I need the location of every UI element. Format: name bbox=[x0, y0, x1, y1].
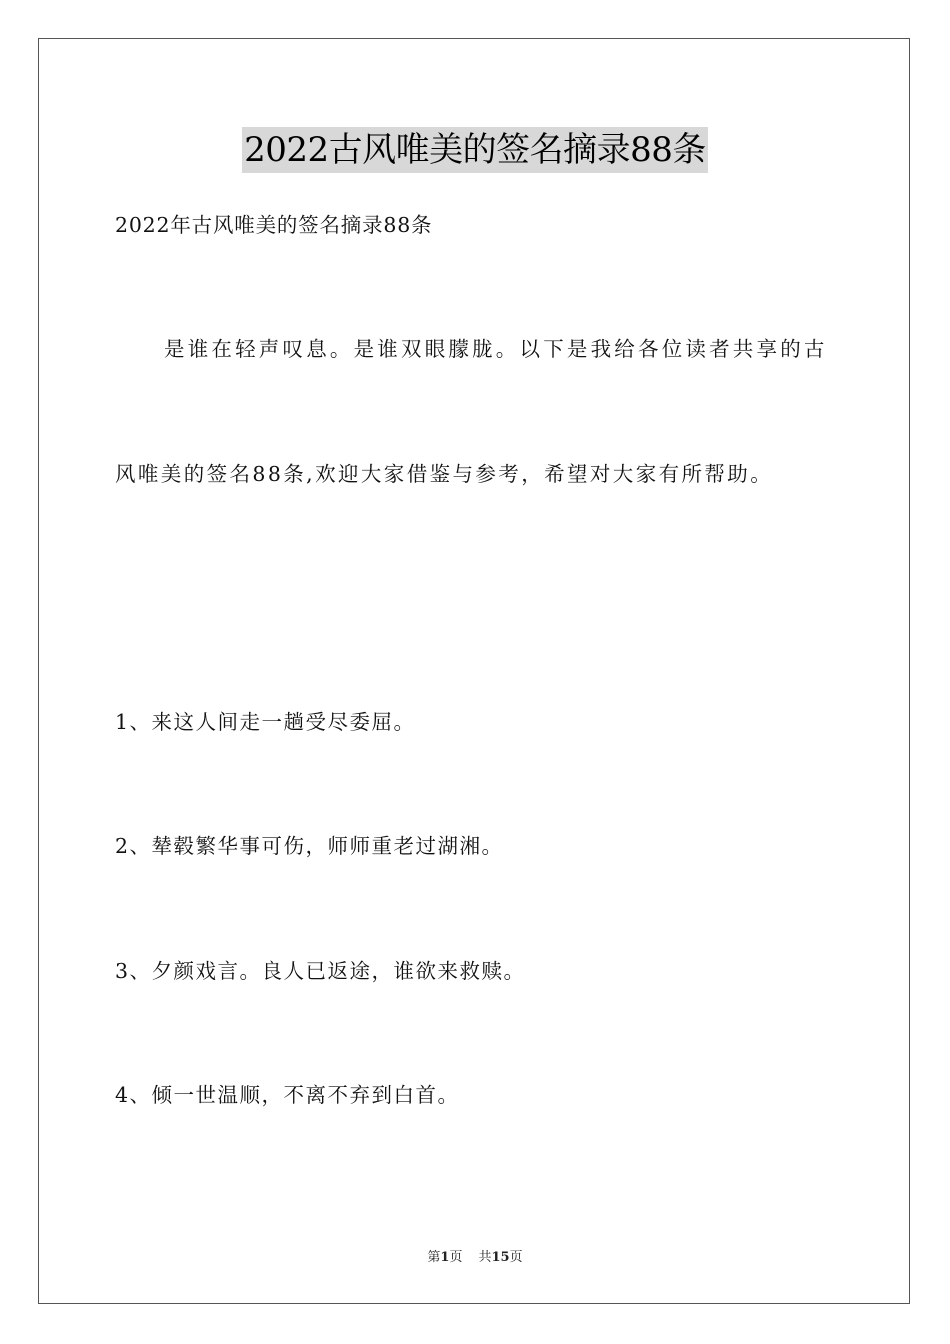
intro-paragraph-line-1: 是谁在轻声叹息。是谁双眼朦胧。以下是我给各位读者共享的古 bbox=[164, 337, 828, 361]
current-page-number: 1 bbox=[440, 1250, 450, 1265]
intro-paragraph-line-2: 风唯美的签名88条,欢迎大家借鉴与参考，希望对大家有所帮助。 bbox=[115, 462, 774, 486]
list-item: 1、来这人间走一趟受尽委屈。 bbox=[115, 710, 416, 734]
title-container bbox=[0, 127, 950, 173]
list-item: 2、辇毂繁华事可伤，师师重老过湖湘。 bbox=[115, 834, 504, 858]
document-title: 2022古风唯美的签名摘录88条 bbox=[242, 127, 708, 173]
total-pages-number: 15 bbox=[491, 1250, 510, 1265]
total-prefix: 共 bbox=[478, 1250, 492, 1265]
list-item: 3、夕颜戏言。良人已返途，谁欲来救赎。 bbox=[115, 959, 526, 983]
page-prefix: 第 bbox=[427, 1250, 441, 1265]
page-suffix: 页 bbox=[449, 1250, 463, 1265]
document-subtitle: 2022年古风唯美的签名摘录88条 bbox=[115, 213, 433, 237]
list-item: 4、倾一世温顺，不离不弃到白首。 bbox=[115, 1083, 460, 1107]
total-suffix: 页 bbox=[509, 1250, 523, 1265]
page-footer bbox=[0, 1249, 950, 1267]
